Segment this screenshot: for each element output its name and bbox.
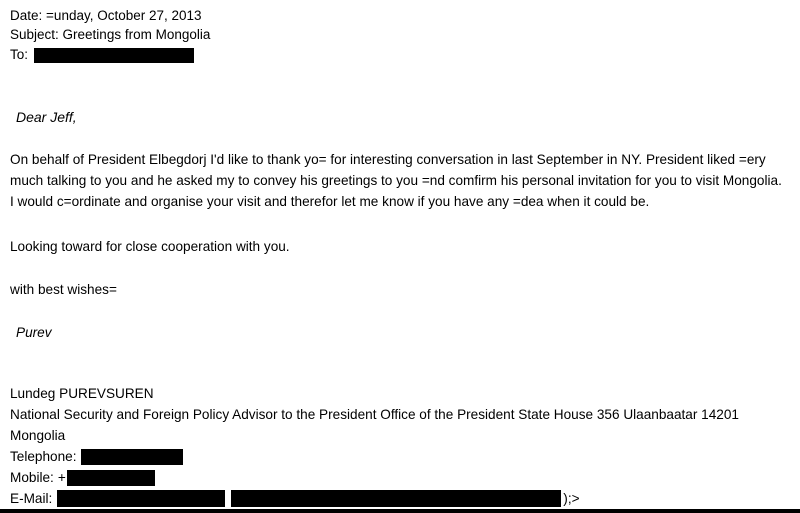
signature-country: Mongolia	[10, 428, 66, 443]
to-header	[10, 45, 786, 64]
signoff-name: Purev	[16, 325, 52, 340]
signature-block	[10, 383, 786, 509]
redaction-bar-mobile	[67, 470, 155, 486]
email-row	[10, 488, 786, 509]
date-header	[10, 6, 786, 25]
subject-label: Subject:	[10, 27, 59, 42]
redaction-bar-recipient	[34, 48, 194, 63]
body-paragraph-3: with best wishes=	[10, 282, 117, 297]
subject-header	[10, 25, 786, 44]
salutation: Dear Jeff,	[16, 109, 77, 125]
body-paragraph-1: On behalf of President Elbegdorj I'd like to thank yo= for interesting conversation in last September in NY. President liked =ery much talking to you and he asked my to convey his greetings to you =nd comfirm his personal invitation for you to visit Mongolia. I would c=ordinate and organise your visit and therefor let me know if you have any =dea when it could be.	[10, 152, 782, 209]
redaction-bar-email-1	[57, 490, 225, 507]
mobile-label: Mobile:	[10, 470, 54, 485]
email-label: E-Mail:	[10, 491, 53, 506]
redaction-bar-email-2	[231, 490, 561, 507]
subject-value: Greetings from Mongolia	[62, 27, 211, 42]
redaction-bar-telephone	[81, 449, 183, 465]
body-paragraph-2: Looking toward for close cooperation with you.	[10, 239, 290, 254]
mobile-row	[10, 467, 786, 488]
page-bottom-rule	[0, 509, 800, 513]
telephone-row	[10, 446, 786, 467]
email-tail: );>	[563, 491, 580, 506]
to-label: To:	[10, 47, 29, 62]
signature-name: Lundeg PUREVSUREN	[10, 386, 154, 401]
signature-title: National Security and Foreign Policy Advisor to the President Office of the President State House 356 Ulaanbaatar 14201	[10, 407, 739, 422]
date-label: Date:	[10, 8, 43, 23]
date-value: =unday, October 27, 2013	[46, 8, 202, 23]
telephone-label: Telephone:	[10, 449, 77, 464]
mobile-prefix: +	[57, 470, 66, 485]
